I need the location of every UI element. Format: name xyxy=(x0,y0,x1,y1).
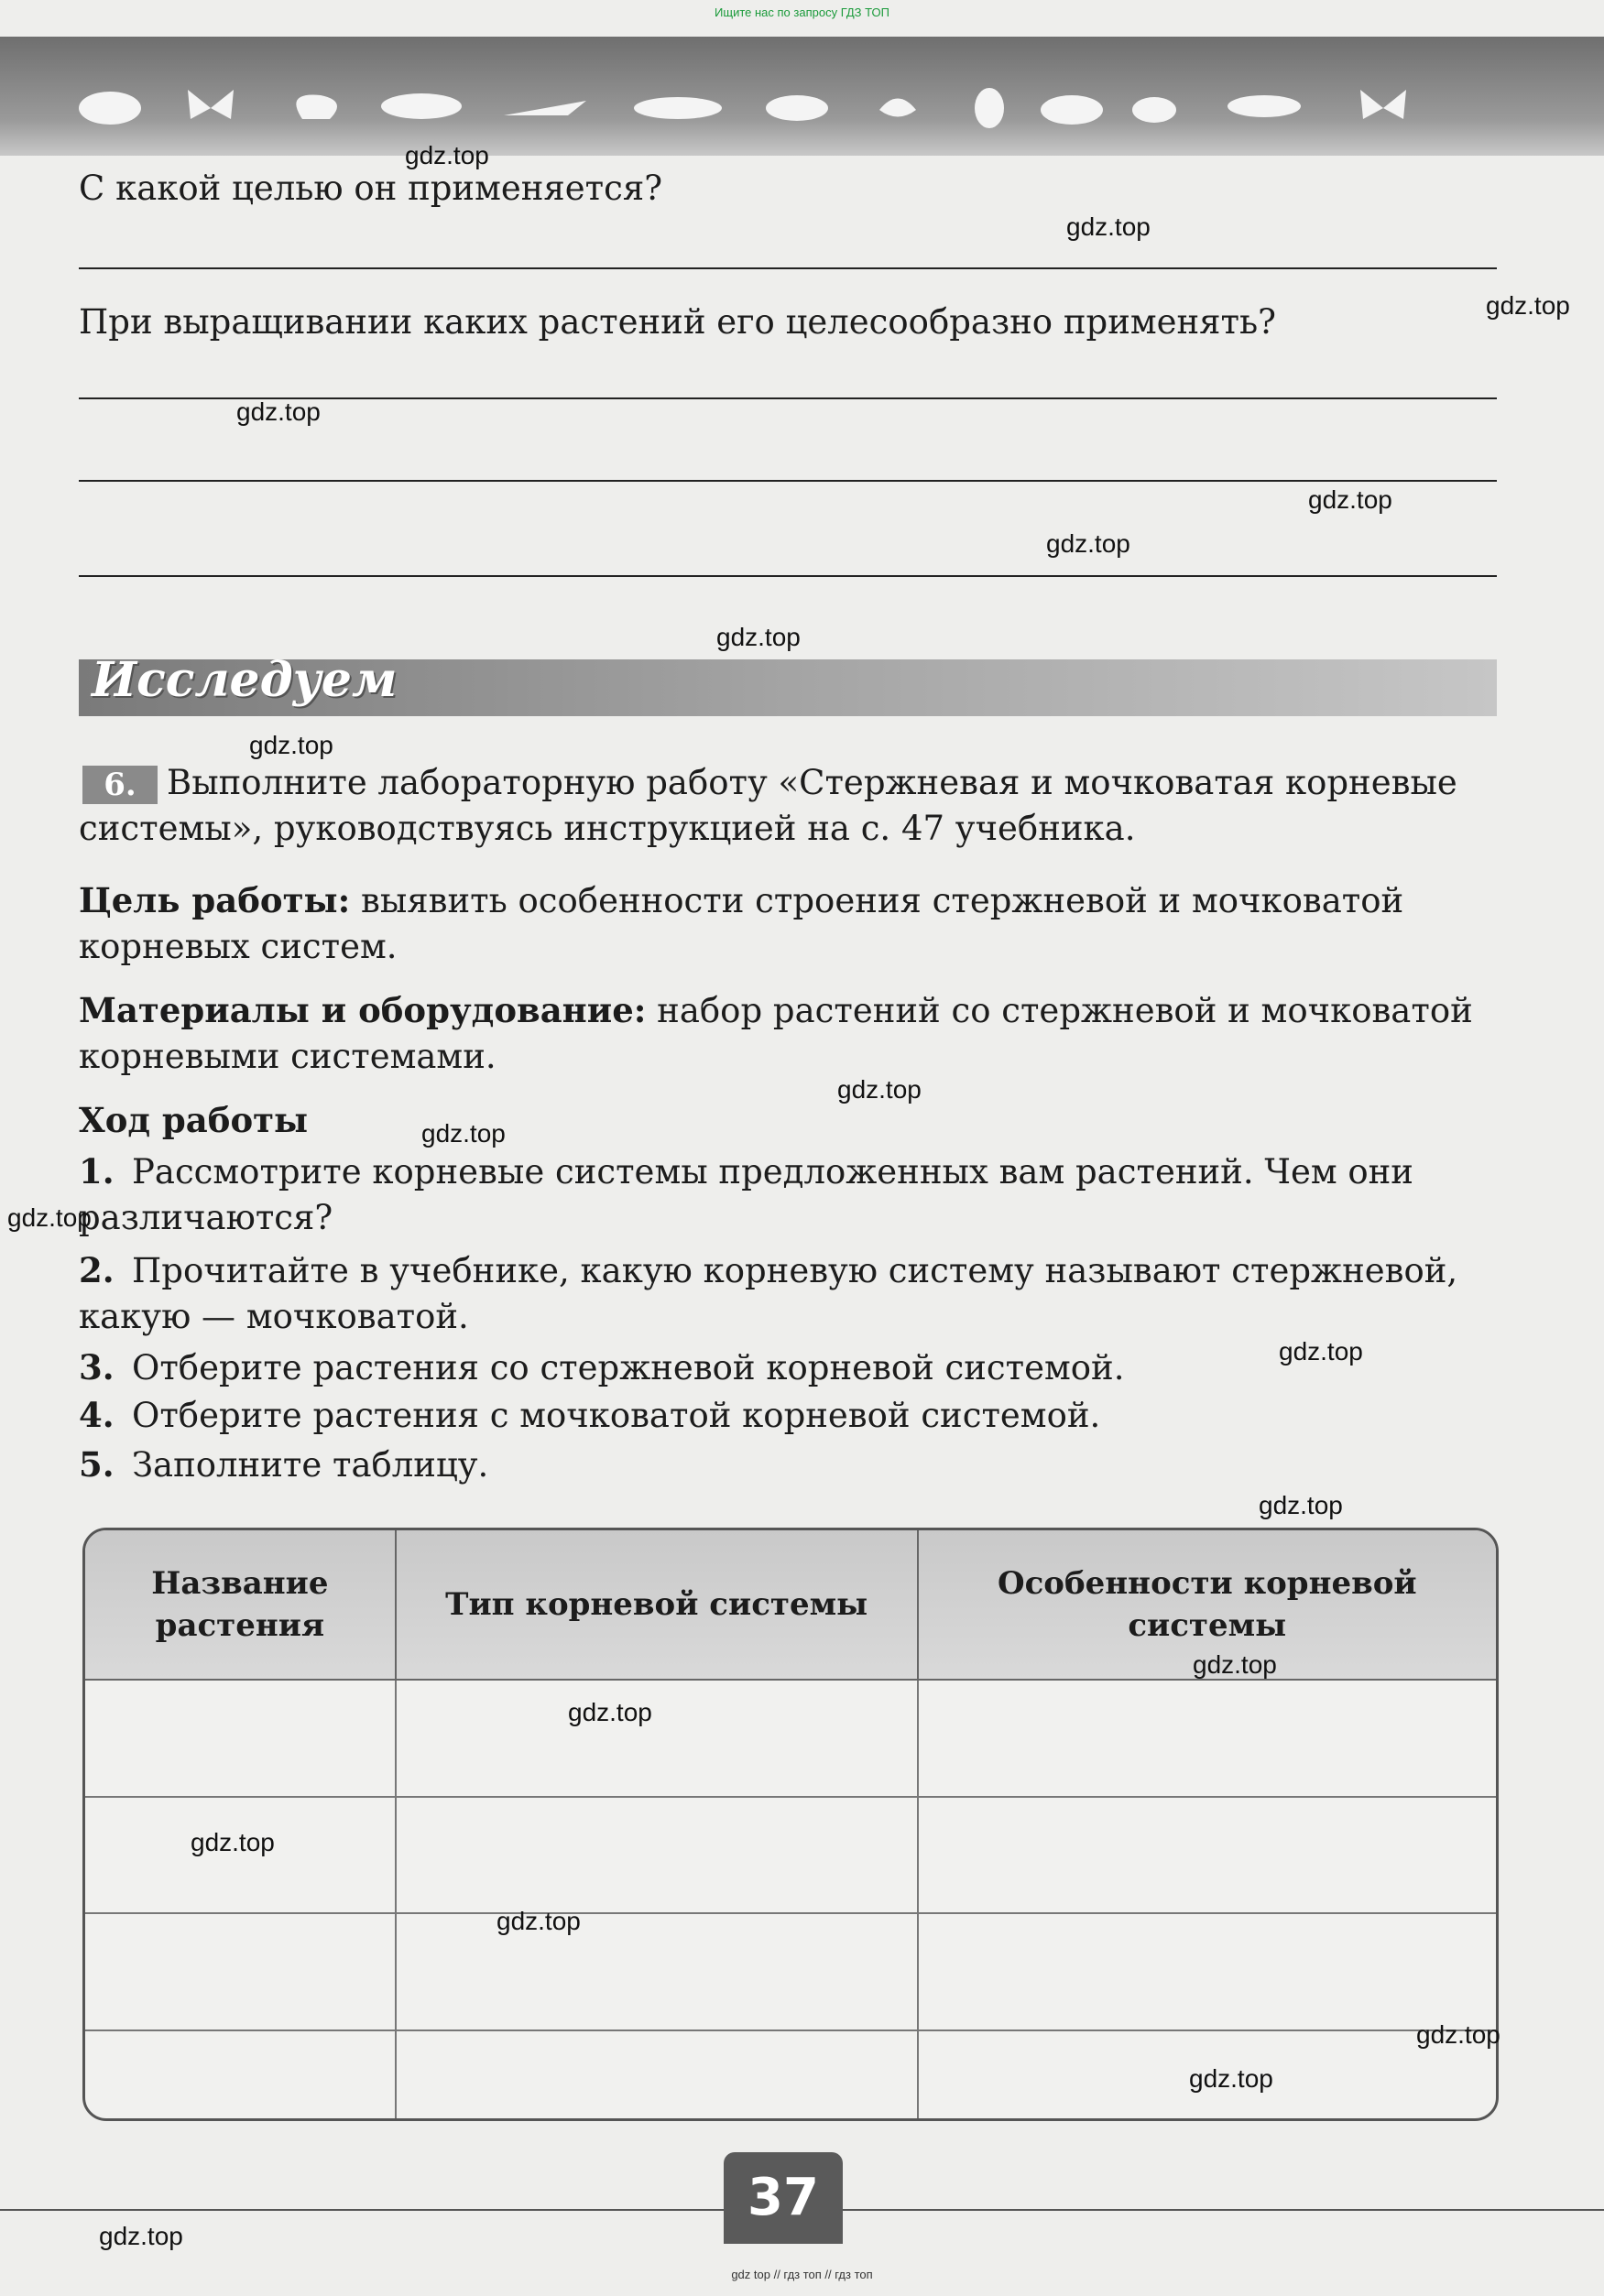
step-number: 4. xyxy=(79,1395,115,1435)
butterfly-icon-2 xyxy=(1360,90,1406,119)
table-cell[interactable] xyxy=(396,1913,918,2030)
materials-paragraph xyxy=(79,987,1497,1080)
table-row xyxy=(85,1797,1496,1914)
step-text: Отберите растения с мочковатой корневой системой. xyxy=(132,1396,1101,1435)
watermark: gdz.top xyxy=(716,623,801,651)
materials-text: набор растений со стержневой и мочковатой корневыми системами. xyxy=(79,991,1473,1076)
table-cell[interactable] xyxy=(918,1913,1496,2030)
step-4 xyxy=(79,1392,1497,1439)
watermark: gdz.top xyxy=(405,141,489,169)
step-text: Заполните таблицу. xyxy=(132,1445,489,1485)
table-row xyxy=(85,1913,1496,2030)
question-2: При выращивании каких растений его целесообразно применять? xyxy=(79,302,1276,342)
watermark: gdz.top xyxy=(191,1828,275,1856)
step-number: 2. xyxy=(79,1250,115,1290)
table-cell[interactable] xyxy=(85,1680,396,1797)
watermark: gdz.top xyxy=(496,1907,581,1935)
section-title: Исследуем xyxy=(92,652,398,708)
top-note: Ищите нас по запросу ГДЗ ТОП xyxy=(715,5,889,19)
watermark: gdz.top xyxy=(7,1203,92,1232)
goal-text: выявить особенности строения стержневой и мочковатой корневых систем. xyxy=(79,881,1404,966)
antelope-icon xyxy=(1228,95,1301,117)
step-number: 5. xyxy=(79,1444,115,1485)
boar-icon xyxy=(1041,95,1103,125)
step-2 xyxy=(79,1247,1497,1340)
task-number-badge: 6. xyxy=(82,766,158,804)
watermark: gdz.top xyxy=(421,1119,506,1148)
deer-icon xyxy=(766,95,828,121)
watermark: gdz.top xyxy=(1189,2064,1273,2093)
page-number: 37 xyxy=(724,2152,843,2244)
watermark: gdz.top xyxy=(1486,291,1570,320)
root-systems-table xyxy=(82,1528,1499,2121)
table-header-root-type: Тип корневой системы xyxy=(396,1530,918,1680)
table-cell[interactable] xyxy=(396,1680,918,1797)
watermark: gdz.top xyxy=(1046,529,1130,558)
goal-label: Цель работы: xyxy=(79,880,351,920)
watermark: gdz.top xyxy=(99,2222,183,2250)
dolphin-icon xyxy=(634,97,722,119)
bird-icon xyxy=(879,99,916,117)
horse-icon xyxy=(381,93,462,119)
task-text: Выполните лабораторную работу «Стержневая и мочковатая корневые системы», руководствуясь инструкцией на с. 47 учебника. xyxy=(79,763,1457,848)
lizard-icon xyxy=(504,101,586,115)
watermark: gdz.top xyxy=(236,397,321,426)
table-header-plant-name: Название растения xyxy=(85,1530,396,1680)
watermark: gdz.top xyxy=(1193,1650,1277,1679)
table-cell[interactable] xyxy=(918,1680,1496,1797)
watermark: gdz.top xyxy=(249,731,333,759)
animal-silhouettes xyxy=(73,82,1539,134)
watermark: gdz.top xyxy=(1416,2020,1500,2049)
table-cell[interactable] xyxy=(396,2030,918,2118)
watermark: gdz.top xyxy=(1308,485,1392,514)
watermark: gdz.top xyxy=(837,1075,922,1104)
table-cell[interactable] xyxy=(396,1797,918,1914)
step-number: 1. xyxy=(79,1151,115,1192)
butterfly-icon xyxy=(188,90,234,119)
answer-line[interactable] xyxy=(79,267,1497,269)
frog-icon xyxy=(1132,97,1176,123)
step-1 xyxy=(79,1148,1497,1241)
step-text: Прочитайте в учебнике, какую корневую систему называют стержневой, какую — мочковатой. xyxy=(79,1251,1458,1336)
question-1: С какой целью он применяется? xyxy=(79,169,663,208)
watermark: gdz.top xyxy=(1259,1491,1343,1519)
materials-label: Материалы и оборудование: xyxy=(79,990,647,1030)
step-text: Отберите растения со стержневой корневой системой. xyxy=(132,1348,1125,1387)
answer-line[interactable] xyxy=(79,575,1497,577)
step-text: Рассмотрите корневые системы предложенных вам растений. Чем они различаются? xyxy=(79,1152,1413,1237)
scorpion-icon xyxy=(296,95,337,119)
footer-note: gdz top // гдз топ // гдз топ xyxy=(731,2268,873,2281)
table-row xyxy=(85,2030,1496,2118)
table-row xyxy=(85,1680,1496,1797)
beetle-icon xyxy=(975,88,1004,128)
watermark: gdz.top xyxy=(568,1698,652,1726)
procedure-title: Ход работы xyxy=(79,1100,309,1140)
bison-icon xyxy=(79,92,141,125)
table-header-row xyxy=(85,1530,1496,1680)
goal-paragraph xyxy=(79,877,1497,970)
table-header-root-features: Особенности корневой системы xyxy=(918,1530,1496,1680)
step-number: 3. xyxy=(79,1347,115,1387)
watermark: gdz.top xyxy=(1066,212,1151,241)
step-5 xyxy=(79,1442,1497,1488)
answer-line[interactable] xyxy=(79,480,1497,482)
watermark: gdz.top xyxy=(1279,1337,1363,1366)
table-cell[interactable] xyxy=(918,1797,1496,1914)
table-cell[interactable] xyxy=(85,2030,396,2118)
table-cell[interactable] xyxy=(85,1913,396,2030)
